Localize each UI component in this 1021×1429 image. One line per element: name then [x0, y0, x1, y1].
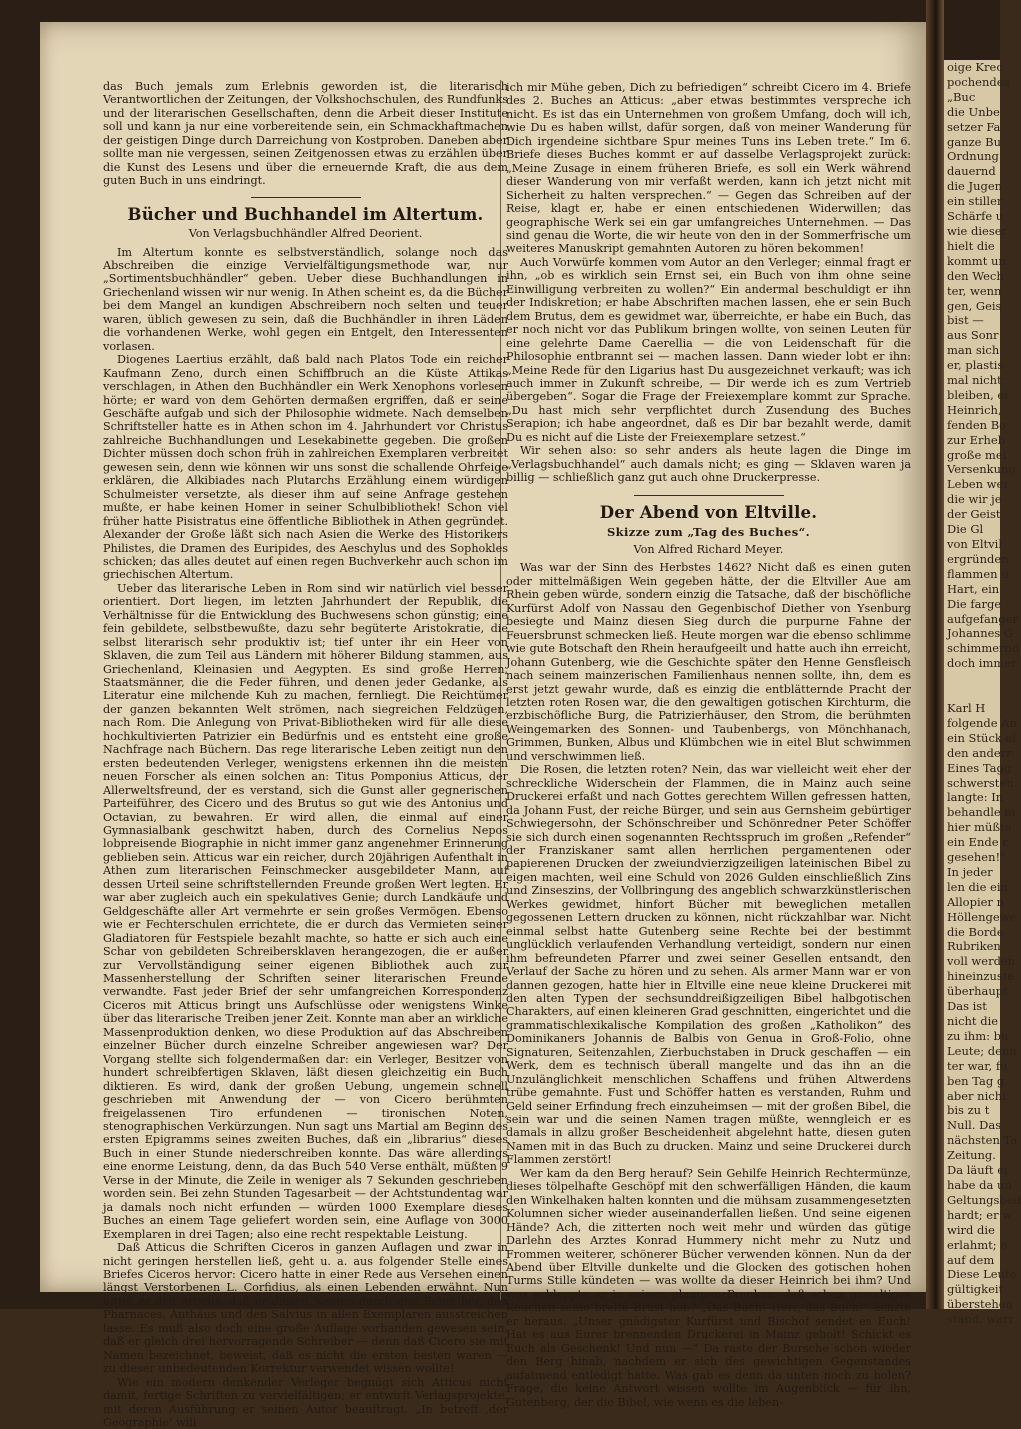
- left-column: [103, 80, 508, 1429]
- adjacent-page-fragment: ter, wenn: [947, 283, 1002, 298]
- article-paragraph: Daß Atticus die Schriften Ciceros in ganzen Auflagen und zwar in nicht geringen herstellen ließ, geht u. a. aus folgender Stelle eines Briefes Ciceros hervor: Cicero hatte in einer Rede aus Versehen einen längst Verstorbenen L. Corfidius, als einen Lebenden erwähnt. Nun bittet er den Atticus, daß er diesen Namen durch drei Schreiber, den Pharnaces, Anthäus und den Salvius in allen Exemplaren ausstreichen lasse. Es muß also doch eine große Auflage vorhanden gewesen sein, daß er gleich drei hervorragende Schreiber — denn daß Cicero sie mit Namen bezeichnet, beweist, daß es nicht die ersten besten waren — zu dieser unbedeutenden Korrektur verwendet wissen wollte!: [103, 1241, 508, 1376]
- adjacent-page-fragment: wie dieser: [947, 223, 1008, 238]
- adjacent-page-fragment: Die Gl: [947, 522, 984, 537]
- adjacent-page-fragment: ganze Bu: [947, 134, 1002, 149]
- adjacent-page-fragment: mal nicht: [947, 373, 1002, 388]
- adjacent-page-fragment: er, plastis: [947, 358, 1004, 373]
- adjacent-page-fragment: schwersten: [947, 775, 1014, 790]
- adjacent-page-fragment: Versenkung: [947, 462, 1016, 477]
- adjacent-page-fragment: ergründen: [947, 551, 1009, 566]
- adjacent-page-fragment: aber nicht: [947, 1088, 1007, 1103]
- article-paragraph: Im Altertum konnte es selbstverständlich, solange noch das Abschreiben die einzige Vervielfältigungsmethode war, nur „Sortimentsbuchhändler“ geben. Ueber diese Buchhandlungen in Griechenland wissen wir nur wenig. In Athen scheint es, da die Bücher bei dem Mangel an kundigen Abschreibern noch selten und teuer waren, üblich gewesen zu sein, daß die Buchhändler in ihren Läden die vorhandenen Werke, wohl gegen ein Entgelt, den Interessenten vorlasen.: [103, 245, 508, 353]
- adjacent-page-fragment: kommt un: [947, 253, 1006, 268]
- adjacent-page-fragment: die Borde: [947, 924, 1004, 939]
- adjacent-page-fragment: Allopier n: [947, 894, 1004, 909]
- adjacent-page-fragment: Heinrich,: [947, 402, 1002, 417]
- article-paragraph: Die Rosen, die letzten roten? Nein, das war vielleicht weit eher der schreckliche Widerschein der Flammen, die in Mainz auch seine Druckerei erfaßt und nach Gottes gerechtem Willen gefressen hatten, da Johann Fust, der reiche Bürger, und sein aus Gernsheim gebürtiger Schwiegersohn, der Schönschreiber und Schönredner Peter Schöffer sie sich durch einen sogenannten Rechtsspruch im großen „Refender“ der Franziskaner samt allen herrlichen pergamentenen oder papierenen Drucken der zweiundvierzigzeiligen lateinischen Bibel zu eigen machten, weil eine Schuld von 2026 Gulden einschließlich Zins und Zinseszins, der Vollbringung des angeblich schwarzkünstlerischen Werkes gewidmet, hinfort Bücher mit beweglichen metallen gegossenen Lettern drucken zu können, nicht rückzahlbar war. Nicht einmal selbst hatte Gutenberg seine Rechte bei der bestimmt unglücklich verlaufenden Verhandlung verteidigt, sondern nur einen ihm befreundeten Pfarrer und zwei seiner Gesellen entsandt, den Verlauf der Sache zu hören und zu sehen. Als armer Mann war er von dannen gezogen, hatte hier in Eltville eine neue kleine Druckerei mit den alten Typen der sechsunddreißigzeiligen Bibel halbgotischen Charakters, auf einen kleineren Grad geschnitten, eingerichtet und die grammatischlexikalische Kompilation des großen „Katholikon“ des Dominikaners Johannis de Balbis von Genua in Groß-Folio, ohne Signaturen, Seitenzahlen, Zierbuchstaben in Druck geschaffen — ein Werk, dem es technisch überall mangelte und das ihn an die Unzulänglichkeit menschlichen Schaffens und frühen Altwerdens trübe gemahnte. Fust und Schöffer hatten es verstanden, Ruhm und Geld seiner Erfindung frech einzuheimsen — mit der großen Bibel, die sein war und die seinen Namen tragen müßte, wenngleich er es damals in allzu großer Bescheidenheit abgelehnt hatte, diesen guten Namen mit in das Buch zu drucken. Mainz und seine Druckerei durch Flammen zerstört!: [506, 763, 911, 1167]
- adjacent-page-fragment: nicht die: [947, 1014, 999, 1028]
- adjacent-page-fragment: zur Erheb: [947, 432, 1006, 447]
- adjacent-page-fragment: habe da un: [947, 1177, 1012, 1192]
- intro-paragraph: das Buch jemals zum Erlebnis geworden ist, die literarisch Verantwortlichen der Zeitungen, der Volkshochschulen, des Rundfunks und der literarischen Gesellschaften, denn die Arbeit dieser Institute soll und kann ja nur eine vorbereitende sein, ein Schmackhaftmachen der geistigen Dinge durch Darreichung von Kostproben. Daneben aber sollte man nie vergessen, seinen Zeitgenossen etwas zu erzählen über die Kunst des Lesens und über die erneuernde Kraft, die aus dem guten Buch in uns eindringt.: [103, 80, 508, 188]
- section-divider: [634, 495, 784, 497]
- adjacent-page-fragment: aufgefanger: [947, 611, 1018, 626]
- adjacent-page-fragment: die Unbe: [947, 104, 1000, 119]
- adjacent-page-fragment: flammen u: [947, 566, 1009, 581]
- adjacent-page-fragment: Rubriken: [947, 939, 1001, 954]
- article-paragraph: Ueber das literarische Leben in Rom sind wir natürlich viel besser orientiert. Dort liegen, im letzten Jahrhundert der Republik, die Verhältnisse für die Entwicklung des Buchwesens schon günstig; eine fein gebildete, selbstbewußte, dazu sehr begüterte Aristokratie, die selbst literarisch sehr produktiv ist; tief unter ihr ein Heer von Sklaven, die zum Teil aus Ländern mit höherer Bildung stammen, aus Griechenland, Kleinasien und Aegypten. Es sind große Herren, Staatsmänner, die die Feder führen, und denen jeder Gedanke, als Literatur eine milchende Kuh zu machen, fernliegt. Die Reichtümer der ganzen bekannten Welt strömen, nach siegreichen Feldzügen, nach Rom. Die Anlegung von Privat-Bibliotheken wird für alle diese hochkultivierten Patrizier ein Bedürfnis und es entsteht eine große Nachfrage nach Büchern. Das rege literarische Leben zeitigt nun den ersten bedeutenden Verleger, wenigstens erkennen ihn die meisten neuen Forscher als einen solchen an: Titus Pomponius Atticus, der Allerweltsfreund, der es verstand, sich die Gunst aller gegnerischen Parteiführer, des Cicero und des Brutus so gut wie des Antonius und Octavian, zu bewahren. Er wird allen, die einmal auf einer Gymnasialbank geschwitzt haben, durch des Cornelius Nepos lobpreisende Biographie in nicht immer ganz angenehmer Erinnerung geblieben sein. Atticus war ein reicher, durch 20jährigen Aufenthalt in Athen zum literarischen Feinschmecker ausgebildeter Mann, auf dessen Urteil seine schriftstellernden Freunde großen Wert legten. Er war aber zugleich auch ein spekulatives Genie; durch Landkäufe und Geldgeschäfte aller Art vermehrte er sein großes Vermögen. Ebenso wie er Fechterschulen errichtete, die er durch das Vermieten seiner Gladiatoren für Festspiele bezahlt machte, so hatte er sich auch eine Schar von gebildeten Schreibersklaven herangezogen, die er außer zur Vervollständigung seiner eigenen Bibliothek auch zur Massenherstellung der Schriften seiner literarischen Freunde verwandte. Fast jeder Brief der sehr umfangreichen Korrespondenz Ciceros mit Atticus bringt uns Aufschlüsse oder wenigstens Winke über das literarische Treiben jener Zeit. Konnte man aber an wirkliche Massenproduktion denken, wo diese Produktion auf das Abschreiben einzelner Bücher durch einzelne Schreiber angewiesen war? Der Vorgang stellte sich folgendermaßen dar: ein Verleger, Besitzer von hundert schreibfertigen Sklaven, läßt diesen gleichzeitig ein Buch diktieren. Es wird, dank der großen Uebung, ungemein schnell geschrieben mit Anwendung der — von Cicero berühmten freigelassenen Tiro erfundenen — tironischen Noten, stenographischen Verkürzungen. Nun sagt uns Martial am Beginn des ersten Epigramms seines zweiten Buches, daß ein „librarius“ dieses Buch in einer Stunde niederschreiben konnte. Das wäre allerdings eine enorme Leistung, denn, da das Buch 540 Verse enthält, müßten 9 Verse in der Minute, die Zeile in weniger als 7 Sekunden geschrieben worden sein. Bei zehn Stunden Tagesarbeit — der Achtstundentag war ja damals noch nicht erfunden — würden 1000 Exemplare dieses Buches an einem Tage geliefert worden sein, eine Auflage von 3000 Exemplaren in drei Tagen; also eine recht respektable Leistung.: [103, 581, 508, 1241]
- adjacent-page-fragment: Diese Leute: [947, 1267, 1017, 1282]
- article-paragraph: Was war der Sinn des Herbstes 1462? Nicht daß es einen guten oder mittelmäßigen Wein gegeben hätte, der die Eltviller Aue am Rhein geben würde, sondern einzig die Tatsache, daß der bischöfliche Kurfürst Adolf von Nassau den Gegenbischof Diether von Ysenburg besiegte und Mainz diesen Sieg durch die purpurne Fahne der Feuersbrunst schmecken ließ. Heute morgen war die ebenso schlimme wie gute Botschaft den Rhein heraufgeeilt und hatte auch ihn erreicht, Johann Gutenberg, wie die Geschichte später den Henne Gensfleisch nach seinem mainzerischen Familienhaus nennen sollte, ihn, dem es erst jetzt gewahr wurde, daß es einzig die entblätternde Pracht der letzten roten Rosen war, die den gewaltigen gotischen Kirchturm, die erzbischöfliche Burg, die Patrizierhäuser, den Strom, die berühmten Weingemarken des Sonnen- und Taubenbergs, von Mönchhanach, Grimmen, Bunken, Albus und Klümbchen wie in eitel Blut schwimmen und verschwimmen ließ.: [506, 561, 911, 763]
- continuation-paragraph: Wir sehen also: so sehr anders als heute lagen die Dinge im „Verlagsbuchhandel“ auch damals nicht; es ging — Sklaven waren ja billig — schließlich ganz gut auch ohne Druckerpresse.: [506, 444, 911, 485]
- adjacent-page-fragment: Das ist: [947, 999, 987, 1014]
- adjacent-page-fragment: [944, 686, 1000, 701]
- adjacent-page-fragment: In jeder: [947, 864, 993, 879]
- adjacent-page-fragment: Eines Tagg: [947, 760, 1012, 775]
- adjacent-page-fragment: fenden Bo: [947, 417, 1007, 432]
- adjacent-page-fragment: Da läuft ei: [947, 1163, 1008, 1178]
- adjacent-page-fragment: Johannes G: [947, 626, 1014, 641]
- adjacent-page-fragment: Höllengewe: [947, 909, 1017, 924]
- adjacent-page-fragment: langte: In: [947, 790, 1004, 805]
- adjacent-page-fragment: oige Krec: [947, 60, 1003, 74]
- adjacent-page-fragment: Zeitung.: [947, 1148, 996, 1163]
- article-paragraph: Wie ein modern denkender Verleger begnügt sich Atticus nicht damit, fertige Schriften zu vervielfältigen; er entwirft Verlagsprojekte, mit deren Ausführung er seinen Autor beauftragt. „In betreff ‚der Geographie‘ will: [103, 1375, 508, 1429]
- adjacent-page-fragment: ein stiller: [947, 194, 1003, 209]
- article-paragraph: Diogenes Laertius erzählt, daß bald nach Platos Tode ein reicher Kaufmann Zeno, durch einen Schiffbruch an die Küste Attikas verschlagen, in Athen den Buchhändler ein Werk Xenophons vorlesen hörte; er ward von dem Gehörten dermaßen ergriffen, daß er seine Geschäfte aufgab und sich der Philosophie widmete. Nach demselben Schriftsteller hatte es in Athen schon im 4. Jahrhundert vor Christus zahlreiche Buchhandlungen und Lesekabinette gegeben. Die großen Dichter müssen doch schon früh in zahlreichen Exemplaren verbreitet gewesen sein, denn wie können wir uns sonst die schallende Ohrfeige erklären, die Alkibiades nach Plutarchs Erzählung einem würdigen Schulmeister versetzte, als dieser ihm auf seine Anfrage gestehen mußte, er habe keinen Homer in seiner Schulbibliothek! Schon viel früher hatte Pisistratus eine öffentliche Bibliothek in Athen gegründet. Alexander der Große läßt sich nach Asien die Werke des Historikers Philistes, die Dramen des Euripides, des Aeschylus und des Sophokles schicken; das alles deutet auf einen regen Buchverkehr auch schon im griechischen Altertum.: [103, 353, 508, 582]
- adjacent-page-fragment: ein Stück el: [947, 730, 1016, 745]
- adjacent-page-fragment: hardt; er w: [947, 1207, 1013, 1222]
- continuation-paragraph: ich mir Mühe geben, Dich zu befriedigen“ schreibt Cicero im 4. Briefe des 2. Buches an Atticus: „aber etwas bestimmtes verspreche ich nicht. Es ist das ein Unternehmen von großem Umfang, doch will ich, wie Du es haben willst, dafür sorgen, daß von meiner Wanderung für Dich irgendeine sichtbare Spur meines Tuns ins Leben trete.“ Im 6. Briefe dieses Buches kommt er auf dasselbe Verlagsprojekt zurück: „Meine Zusage in einem früheren Briefe, es soll ein Werk während dieser Wanderung von mir verfaßt werden, kann ich jetzt nicht mit Sicherheit zu halten versprechen.“ — Gegen das Schreiben auf der Reise, klagt er, habe er einen entschiedenen Widerwillen; das geographische Werk sei ein gar umfangreiches Unternehmen. — Das sind genau die Worte, die wir heute von den in der Sommerfrische um weiteres Manuskript gemahnten Autoren zu hören bekommen!: [506, 81, 911, 256]
- adjacent-page-fragment: pochendes: [947, 74, 1010, 89]
- article-subtitle-eltville: Skizze zum „Tag des Buches“.: [606, 524, 811, 539]
- article-paragraph: Wer kam da den Berg herauf? Sein Gehilfe Heinrich Rechtermünze, dieses tölpelhafte Geschöpf mit den schwerfälligen Händen, die kaum den Winkelhaken halten konnten und die mühsam zusammengesetzten Kolumnen sicher wieder auseinanderfallen ließen. Und seine eigenen Hände? Ach, die zitterten noch weit mehr und würden das gütige Darlehn des Arztes Konrad Hummery nicht mehr zu Nutz und Frommen weiterer, schönerer Bücher verwenden können. Nun da der Abend über Eltville dunkelte und die Glocken des gotischen hohen Turms Stille kündeten — was wollte da dieser Heinrich bei ihm? Und was schleppte er in seinen plumpen Pranken, daß schon gewaltiges Keuchen seine breite Brust hob? „Das Buch! Herr, das Buch!“ ächzte er heraus. „Unser gnädigster Kurfürst und Bischof sendet es Euch! Hat es aus Eurer brennenden Druckerei in Mainz geholt! Schickt es Euch als Geschenk! Und nun —“ Da raste der Bursche schon wieder den Berg hinab, nachdem er sich des gewichtigen Gegenstandes aufatmend entledigt hatte. Was gab es denn da unten noch zu holen? Frage, die keine Antwort wissen wollte im Augenblick — für ihn, Gutenberg, der die Bibel, wie wenn es die leben-: [506, 1166, 911, 1409]
- adjacent-page-fragment: ein Ende r: [947, 835, 1008, 850]
- adjacent-page-fragment: hineinzuste: [947, 969, 1015, 984]
- newspaper-page: [40, 22, 930, 1429]
- adjacent-page-fragment: Geltungsbed: [947, 1192, 1021, 1207]
- adjacent-page-fragment: schimmernd: [947, 641, 1020, 656]
- adjacent-page-fragment: Die farge: [947, 596, 1002, 611]
- adjacent-page-fragment: Leute; denn: [947, 1043, 1017, 1058]
- adjacent-page-fragment: ben Tag g: [947, 1073, 1005, 1088]
- adjacent-page-fragment: stand, warr: [947, 1312, 1015, 1327]
- adjacent-page-fragment: gen, Geis: [947, 298, 1002, 313]
- adjacent-page-fragment: wird die: [947, 1222, 995, 1237]
- adjacent-page-fragment: [944, 671, 1000, 686]
- adjacent-page-fragment: Schärfe u: [947, 209, 1004, 224]
- adjacent-page-fragment: hielt die: [947, 238, 995, 253]
- adjacent-page-fragment: der Geist: [947, 507, 1001, 522]
- adjacent-page-fragment: von Eltvil: [947, 537, 1003, 551]
- adjacent-page-fragment: Leben wer: [947, 477, 1009, 492]
- book-gutter: [926, 0, 944, 1309]
- article-title-buecher: Bücher und Buchhandel im Altertum.: [127, 204, 484, 224]
- adjacent-page-fragment: „Buc: [947, 89, 976, 104]
- adjacent-page-fragment: Karl H: [947, 700, 986, 715]
- adjacent-page-fragment: große mei: [947, 447, 1007, 462]
- adjacent-page-fragment: len die ein: [947, 879, 1008, 894]
- adjacent-page-fragment: ter war, fu: [947, 1058, 1008, 1073]
- adjacent-page-fragment: bis zu t: [947, 1103, 990, 1118]
- adjacent-page-fragment: die wir je: [947, 492, 1002, 507]
- adjacent-page-fragment: dauernd: [947, 164, 996, 179]
- adjacent-page-fragment: auf dem: [947, 1252, 995, 1267]
- section-divider: [251, 197, 361, 198]
- adjacent-page-fragment: behandle m: [947, 805, 1016, 820]
- article-byline-eltville: Von Alfred Richard Meyer.: [633, 543, 784, 556]
- article-title-eltville: Der Abend von Eltville.: [599, 503, 818, 523]
- adjacent-page-fragment: bleiben, ei: [947, 387, 1008, 402]
- adjacent-page-fragment: aus Sonr: [947, 328, 999, 343]
- adjacent-page-fragment: gesehen!“: [947, 850, 1006, 865]
- adjacent-page-fragment: die Jugen: [947, 179, 1003, 194]
- adjacent-page-fragment: nächsten Ta: [947, 1133, 1018, 1148]
- adjacent-page-fragment: erlahmt; o: [947, 1237, 1008, 1252]
- adjacent-page-fragment: den Wech: [947, 268, 1004, 283]
- adjacent-page-edge: [944, 60, 1021, 1327]
- adjacent-page-fragment: setzer Fa: [947, 119, 1001, 134]
- adjacent-page-fragment: zu ihm: bu: [947, 1028, 1009, 1043]
- adjacent-page-fragment: den anderr: [947, 745, 1012, 760]
- adjacent-page-fragment: überhaupt: [947, 984, 1008, 999]
- adjacent-page-fragment: folgende An: [947, 715, 1017, 730]
- adjacent-page-fragment: voll werden: [947, 954, 1016, 969]
- adjacent-page-fragment: Hart, ein: [947, 581, 1000, 596]
- article-byline-buecher: Von Verlagsbuchhändler Alfred Deorient.: [188, 227, 423, 241]
- continuation-paragraph: Auch Vorwürfe kommen vom Autor an den Verleger; einmal fragt er ihn, „ob es wirklich sein Ernst sei, ein Buch von ihm ohne seine Einwilligung verbreiten zu wollen?“ Ein andermal beschuldigt er ihn der Indiskretion; er habe Abschriften machen lassen, ehe er sein Buch dem Brutus, dem es gewidmet war, überreichte, er habe ein Buch, das er noch nicht vor das Publikum bringen wollte, von seinen Leuten für eine gelehrte Dame Caerellia — die von Leidenschaft für die Philosophie entbrannt sei — machen lassen. Dann wieder lobt er ihn: „Meine Rede für den Ligarius hast Du ausgezeichnet verkauft; was ich auch immer in Zukunft schreibe, — Dir werde ich es zum Vertrieb übergeben“. Sogar die Frage der Freiexemplare kommt zur Sprache. „Du hast mich sehr verpflichtet durch Zusendung des Buches Serapion; ich habe angeordnet, daß es Dir bar bezahlt werde, damit Du es nicht auf die Liste der Freiexemplare setzest.“: [506, 255, 911, 444]
- adjacent-page-fragment: überstehen: [947, 1297, 1014, 1312]
- adjacent-page-fragment: doch immer: [947, 656, 1017, 671]
- right-column: [506, 81, 911, 1409]
- adjacent-page-fragment: Ordnung: [947, 149, 999, 164]
- adjacent-page-fragment: bist —: [947, 313, 984, 328]
- adjacent-page-fragment: gültigkeit: [947, 1282, 1004, 1297]
- adjacent-page-fragment: Null. Das: [947, 1118, 1002, 1133]
- adjacent-page-fragment: hier müßte: [947, 820, 1012, 835]
- adjacent-page-fragment: man sich: [947, 343, 1000, 358]
